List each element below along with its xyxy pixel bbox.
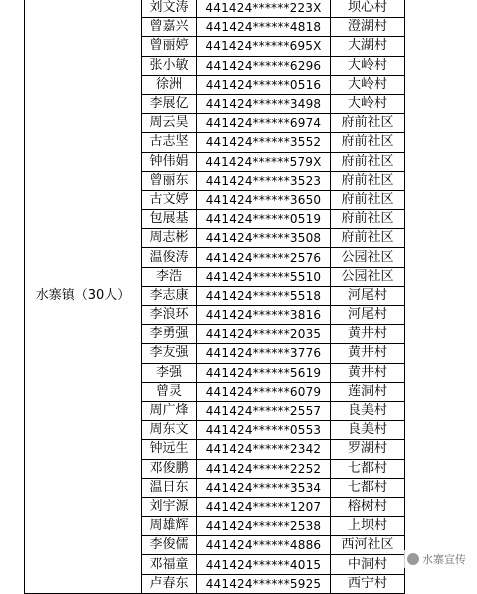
id-number-cell: 441424******6974 (197, 114, 331, 133)
name-cell: 徐洲 (142, 75, 197, 94)
name-cell: 李志康 (142, 286, 197, 305)
village-cell: 大岭村 (331, 56, 405, 75)
id-number-cell: 441424******5925 (197, 574, 331, 593)
name-cell: 李展亿 (142, 94, 197, 113)
id-number-cell: 441424******0516 (197, 75, 331, 94)
village-cell: 大岭村 (331, 75, 405, 94)
id-number-cell: 441424******2035 (197, 325, 331, 344)
name-cell: 张小敏 (142, 56, 197, 75)
village-cell: 莲洞村 (331, 382, 405, 401)
id-number-cell: 441424******6079 (197, 382, 331, 401)
id-number-cell: 441424******3776 (197, 344, 331, 363)
village-cell: 府前社区 (331, 133, 405, 152)
name-cell: 周雄辉 (142, 517, 197, 536)
village-cell: 良美村 (331, 421, 405, 440)
wechat-icon (407, 553, 419, 565)
village-cell: 黄井村 (331, 344, 405, 363)
name-cell: 李友强 (142, 344, 197, 363)
village-cell: 公园社区 (331, 267, 405, 286)
village-cell: 大岭村 (331, 94, 405, 113)
recipient-table-body (25, 0, 405, 593)
name-cell: 李强 (142, 363, 197, 382)
village-cell: 黄井村 (331, 325, 405, 344)
id-number-cell: 441424******3508 (197, 229, 331, 248)
id-number-cell: 441424******4818 (197, 18, 331, 37)
name-cell: 卢春东 (142, 574, 197, 593)
village-cell: 府前社区 (331, 229, 405, 248)
name-cell: 刘文涛 (142, 0, 197, 18)
id-number-cell: 441424******2557 (197, 401, 331, 420)
name-cell: 李浩 (142, 267, 197, 286)
table-row (25, 0, 405, 18)
id-number-cell: 441424******2252 (197, 459, 331, 478)
id-number-cell: 441424******4015 (197, 555, 331, 574)
id-number-cell: 441424******3816 (197, 306, 331, 325)
id-number-cell: 441424******695X (197, 37, 331, 56)
name-cell: 温日东 (142, 478, 197, 497)
village-cell: 榕树村 (331, 497, 405, 516)
id-number-cell: 441424******579X (197, 152, 331, 171)
id-number-cell: 441424******2342 (197, 440, 331, 459)
village-cell: 府前社区 (331, 114, 405, 133)
id-number-cell: 441424******0519 (197, 210, 331, 229)
name-cell: 温俊涛 (142, 248, 197, 267)
village-cell: 西宁村 (331, 574, 405, 593)
name-cell: 包展基 (142, 210, 197, 229)
village-cell: 黄井村 (331, 363, 405, 382)
id-number-cell: 441424******223X (197, 0, 331, 18)
village-cell: 河尾村 (331, 286, 405, 305)
id-number-cell: 441424******5510 (197, 267, 331, 286)
name-cell: 曾灵 (142, 382, 197, 401)
village-cell: 上坝村 (331, 517, 405, 536)
village-cell: 良美村 (331, 401, 405, 420)
name-cell: 周志彬 (142, 229, 197, 248)
village-cell: 河尾村 (331, 306, 405, 325)
watermark-text: 水寨宣传 (422, 553, 466, 566)
id-number-cell: 441424******1207 (197, 497, 331, 516)
village-cell: 中洞村 (331, 555, 405, 574)
id-number-cell: 441424******4886 (197, 536, 331, 555)
id-number-cell: 441424******2538 (197, 517, 331, 536)
name-cell: 周广烽 (142, 401, 197, 420)
id-number-cell: 441424******0553 (197, 421, 331, 440)
name-cell: 刘宇源 (142, 497, 197, 516)
village-cell: 府前社区 (331, 190, 405, 209)
village-cell: 公园社区 (331, 248, 405, 267)
id-number-cell: 441424******3650 (197, 190, 331, 209)
name-cell: 周东文 (142, 421, 197, 440)
village-cell: 坝心村 (331, 0, 405, 18)
id-number-cell: 441424******3552 (197, 133, 331, 152)
village-cell: 西河社区 (331, 536, 405, 555)
id-number-cell: 441424******5619 (197, 363, 331, 382)
village-cell: 大湖村 (331, 37, 405, 56)
name-cell: 曾丽婷 (142, 37, 197, 56)
village-cell: 七都村 (331, 478, 405, 497)
name-cell: 邓福童 (142, 555, 197, 574)
village-cell: 罗湖村 (331, 440, 405, 459)
village-cell: 府前社区 (331, 152, 405, 171)
id-number-cell: 441424******3498 (197, 94, 331, 113)
name-cell: 曾丽东 (142, 171, 197, 190)
id-number-cell: 441424******5518 (197, 286, 331, 305)
town-cell: 水寨镇（30人） (25, 0, 142, 593)
id-number-cell: 441424******2576 (197, 248, 331, 267)
id-number-cell: 441424******6296 (197, 56, 331, 75)
village-cell: 府前社区 (331, 171, 405, 190)
name-cell: 周云昊 (142, 114, 197, 133)
village-cell: 澄湖村 (331, 18, 405, 37)
name-cell: 李浪环 (142, 306, 197, 325)
name-cell: 钟远生 (142, 440, 197, 459)
name-cell: 钟伟娟 (142, 152, 197, 171)
name-cell: 李俊儒 (142, 536, 197, 555)
watermark (404, 550, 469, 568)
id-number-cell: 441424******3523 (197, 171, 331, 190)
name-cell: 曾嘉兴 (142, 18, 197, 37)
name-cell: 李勇强 (142, 325, 197, 344)
recipient-table (24, 0, 405, 594)
village-cell: 七都村 (331, 459, 405, 478)
name-cell: 古志坚 (142, 133, 197, 152)
name-cell: 邓俊鹏 (142, 459, 197, 478)
name-cell: 古文婷 (142, 190, 197, 209)
id-number-cell: 441424******3534 (197, 478, 331, 497)
village-cell: 府前社区 (331, 210, 405, 229)
